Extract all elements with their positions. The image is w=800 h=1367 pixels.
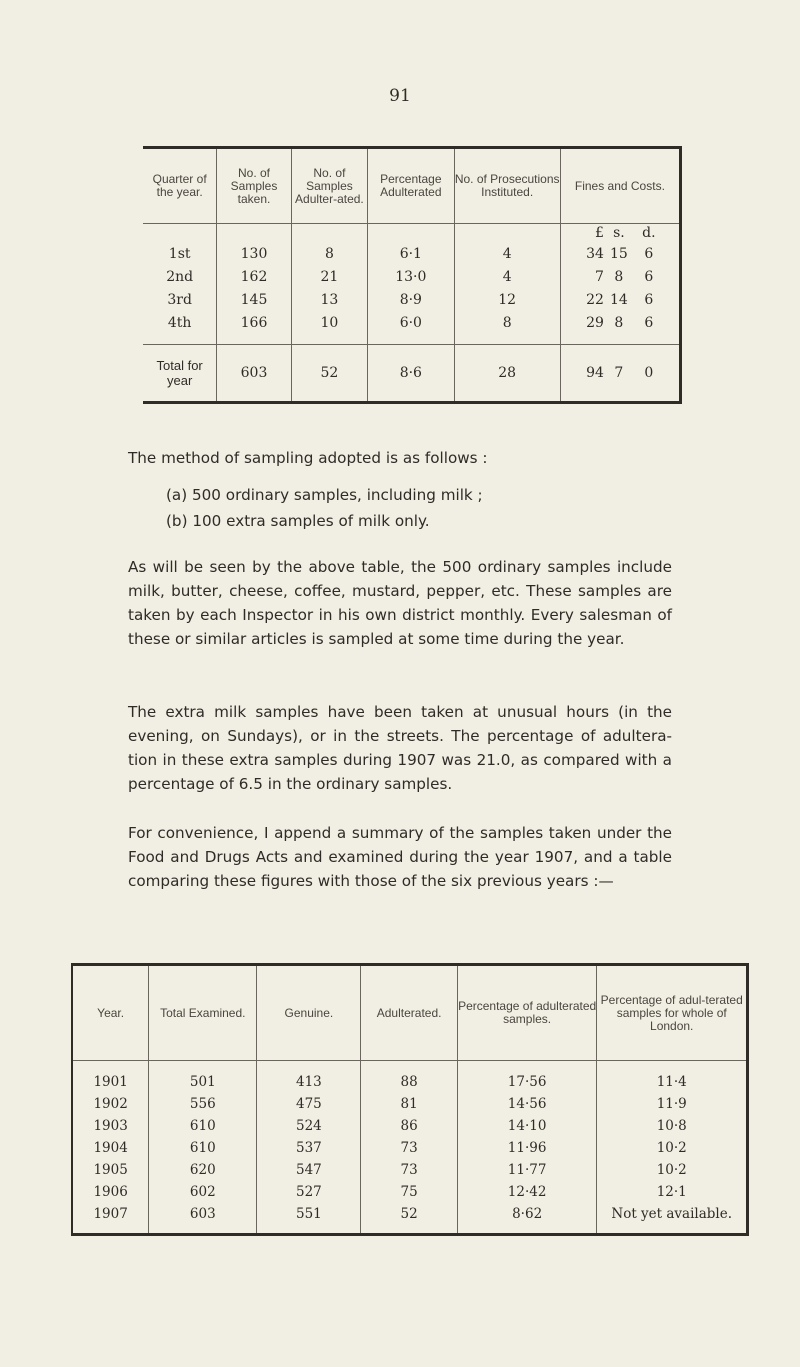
pounds-value: 22 — [586, 291, 604, 308]
header-percentage-london: Percentage of adul-terated samples for whole of London. — [597, 965, 748, 1061]
shillings-value: 7 — [614, 365, 624, 381]
total-cell: 501 — [149, 1061, 257, 1094]
pounds-value: 34 — [586, 245, 604, 262]
total-cell: 556 — [149, 1093, 257, 1115]
table-row — [72, 1115, 748, 1137]
adulterated-cell: 73 — [361, 1159, 457, 1181]
shillings-value: 14 — [609, 291, 628, 308]
paragraph-ordinary-samples: As will be seen by the above table, the 500 ordinary samples include milk, butter, cheese, coffee, mustard, pepper, etc. These samples are taken by each Inspector in his own district monthly. Every salesman of these or similar articles is sampled at some time during the year. — [128, 558, 672, 648]
unit-pounds: £ — [594, 225, 604, 241]
adulterated-cell: 8 — [291, 242, 367, 265]
fines-cell — [560, 288, 680, 311]
table-header-row — [72, 965, 748, 1061]
genuine-cell: 551 — [257, 1203, 361, 1235]
total-percentage: 8·6 — [368, 345, 454, 403]
london-cell: 10·8 — [597, 1115, 748, 1137]
adulterated-cell: 81 — [361, 1093, 457, 1115]
london-cell: Not yet available. — [597, 1203, 748, 1235]
percentage-cell: 6·1 — [368, 242, 454, 265]
table-row — [143, 242, 681, 265]
total-taken: 603 — [217, 345, 291, 403]
percentage-cell: 14·56 — [457, 1093, 597, 1115]
shillings-value: 15 — [609, 245, 628, 262]
taken-cell: 145 — [217, 288, 291, 311]
quarter-cell: 3rd — [167, 291, 192, 308]
taken-cell: 166 — [217, 311, 291, 334]
genuine-cell: 413 — [257, 1061, 361, 1094]
year-cell: 1904 — [93, 1140, 128, 1156]
adulterated-cell: 86 — [361, 1115, 457, 1137]
quarter-cell: 1st — [168, 245, 191, 262]
yearly-comparison-table — [71, 963, 749, 1236]
table-row — [72, 1181, 748, 1203]
taken-cell: 130 — [217, 242, 291, 265]
header-total-examined: Total Examined. — [149, 965, 257, 1061]
percentage-cell: 8·9 — [368, 288, 454, 311]
table-row — [143, 265, 681, 288]
percentage-cell: 11·96 — [457, 1137, 597, 1159]
taken-cell: 162 — [217, 265, 291, 288]
table-row — [72, 1137, 748, 1159]
percentage-cell: 8·62 — [457, 1203, 597, 1235]
london-cell: 11·9 — [597, 1093, 748, 1115]
london-cell: 11·4 — [597, 1061, 748, 1094]
total-cell: 610 — [149, 1115, 257, 1137]
adulterated-cell: 10 — [291, 311, 367, 334]
year-cell: 1907 — [93, 1206, 128, 1222]
table-row — [72, 1203, 748, 1235]
table-row — [72, 1159, 748, 1181]
header-percentage: Percentage Adulterated — [368, 148, 454, 224]
london-cell: 10·2 — [597, 1137, 748, 1159]
prosecutions-cell: 4 — [454, 265, 560, 288]
paragraph-summary-intro: For convenience, I append a summary of the samples taken under the Food and Drugs Acts and examined during the year 1907, and a table comparing these figures with those of the six previous years :— — [128, 824, 672, 890]
units-row — [143, 224, 681, 243]
pounds-value: 29 — [586, 314, 604, 331]
unit-pence: d. — [642, 225, 656, 241]
total-label: Total for year — [143, 345, 217, 403]
adulterated-cell: 13 — [291, 288, 367, 311]
total-fines — [560, 345, 680, 403]
adulterated-cell: 88 — [361, 1061, 457, 1094]
header-percentage-adulterated: Percentage of adulterated samples. — [457, 965, 597, 1061]
percentage-cell: 6·0 — [368, 311, 454, 334]
year-cell: 1901 — [93, 1074, 128, 1090]
adulterated-cell: 75 — [361, 1181, 457, 1203]
total-adulterated: 52 — [291, 345, 367, 403]
quarter-cell: 2nd — [166, 268, 194, 285]
pence-value: 6 — [644, 314, 654, 331]
fines-cell — [560, 311, 680, 334]
year-cell: 1906 — [93, 1184, 128, 1200]
total-row — [143, 345, 681, 403]
table-row — [143, 288, 681, 311]
header-prosecutions: No. of Prosecutions Instituted. — [454, 148, 560, 224]
prosecutions-cell: 4 — [454, 242, 560, 265]
percentage-cell: 12·42 — [457, 1181, 597, 1203]
percentage-cell: 11·77 — [457, 1159, 597, 1181]
total-prosecutions: 28 — [454, 345, 560, 403]
table-row — [72, 1093, 748, 1115]
header-year: Year. — [72, 965, 149, 1061]
fines-cell — [560, 265, 680, 288]
pence-value: 0 — [644, 365, 654, 381]
method-item-a: (a) 500 ordinary samples, including milk ; — [166, 486, 483, 504]
pence-value: 6 — [644, 291, 654, 308]
percentage-cell: 17·56 — [457, 1061, 597, 1094]
genuine-cell: 527 — [257, 1181, 361, 1203]
header-fines: Fines and Costs. — [560, 148, 680, 224]
london-cell: 12·1 — [597, 1181, 748, 1203]
header-samples-taken: No. of Samples taken. — [217, 148, 291, 224]
adulterated-cell: 21 — [291, 265, 367, 288]
percentage-cell: 13·0 — [368, 265, 454, 288]
london-cell: 10·2 — [597, 1159, 748, 1181]
unit-shillings: s. — [613, 225, 625, 241]
header-genuine: Genuine. — [257, 965, 361, 1061]
shillings-value: 8 — [614, 314, 624, 331]
header-quarter: Quarter of the year. — [143, 148, 217, 224]
prosecutions-cell: 12 — [454, 288, 560, 311]
table-row — [143, 311, 681, 334]
total-cell: 603 — [149, 1203, 257, 1235]
adulterated-cell: 73 — [361, 1137, 457, 1159]
table-row — [72, 1061, 748, 1094]
percentage-cell: 14·10 — [457, 1115, 597, 1137]
adulterated-cell: 52 — [361, 1203, 457, 1235]
genuine-cell: 537 — [257, 1137, 361, 1159]
year-cell: 1902 — [93, 1096, 128, 1112]
fines-cell — [560, 242, 680, 265]
genuine-cell: 547 — [257, 1159, 361, 1181]
method-item-b: (b) 100 extra samples of milk only. — [166, 512, 430, 530]
table-header-row — [143, 148, 681, 224]
pence-value: 6 — [644, 268, 654, 285]
method-intro: The method of sampling adopted is as follows : — [128, 449, 488, 467]
page-number: 91 — [389, 86, 411, 106]
total-cell: 610 — [149, 1137, 257, 1159]
genuine-cell: 475 — [257, 1093, 361, 1115]
quarter-cell: 4th — [167, 314, 192, 331]
header-adulterated: Adulterated. — [361, 965, 457, 1061]
quarterly-samples-table — [143, 146, 682, 404]
pence-value: 6 — [644, 245, 654, 262]
shillings-value: 8 — [614, 268, 624, 285]
total-cell: 620 — [149, 1159, 257, 1181]
prosecutions-cell: 8 — [454, 311, 560, 334]
genuine-cell: 524 — [257, 1115, 361, 1137]
pounds-value: 94 — [586, 365, 604, 381]
pounds-value: 7 — [594, 268, 604, 285]
paragraph-extra-samples: The extra milk samples have been taken at unusual hours (in the evening, on Sundays), or in the streets. The percentage of adultera-tion in these extra samples during 1907 was 21.0, as compared with a percentage of 6.5 in the ordinary samples. — [128, 703, 672, 793]
year-cell: 1905 — [93, 1162, 128, 1178]
spacer-row — [143, 334, 681, 345]
header-samples-adulterated: No. of Samples Adulter-ated. — [291, 148, 367, 224]
total-cell: 602 — [149, 1181, 257, 1203]
year-cell: 1903 — [93, 1118, 128, 1134]
